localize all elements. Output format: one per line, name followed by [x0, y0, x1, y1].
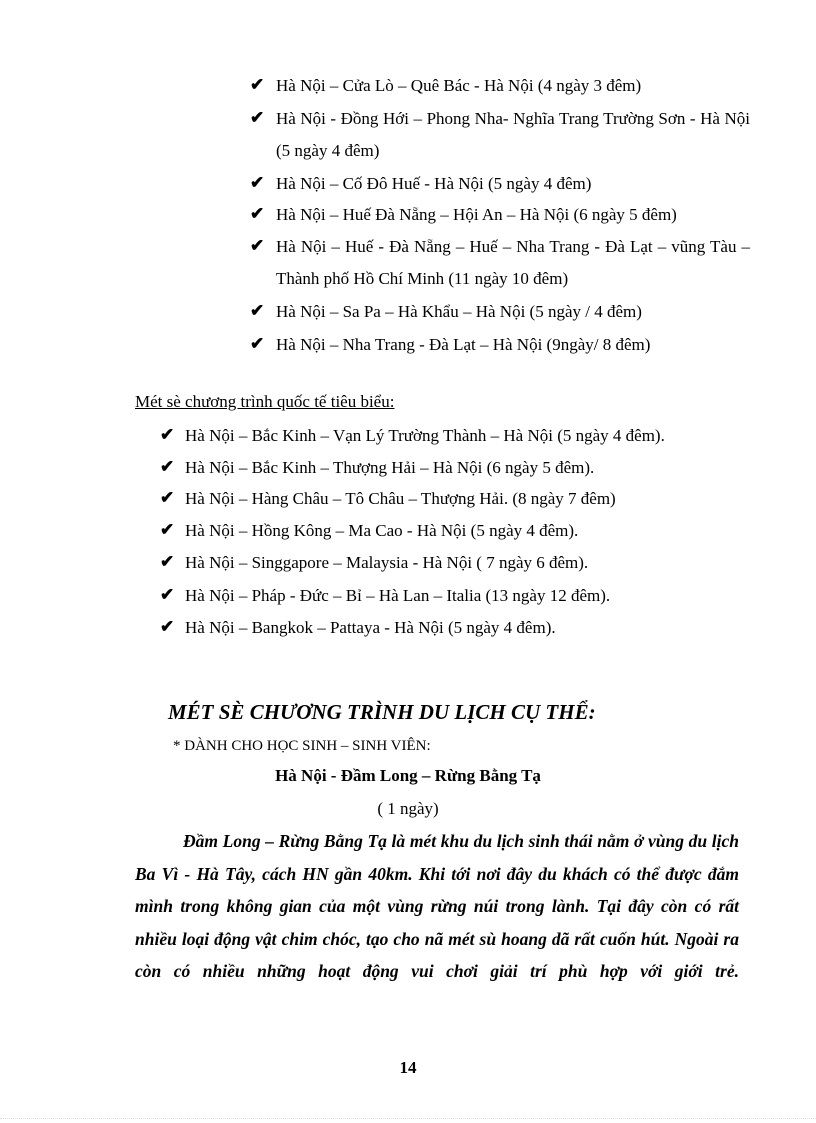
- list-item: ✔ Hà Nội – Nha Trang - Đà Lạt – Hà Nội (9ngày/ 8 đêm): [250, 334, 651, 354]
- section-title: MÉT SÈ CHƯƠNG TRÌNH DU LỊCH CỤ THỂ:: [168, 700, 596, 724]
- list-item: ✔ Hà Nội – Hồng Kông – Ma Cao - Hà Nội (5 ngày 4 đêm).: [160, 520, 579, 540]
- tour-description: [135, 825, 739, 988]
- list-item: ✔ Hà Nội – Bắc Kinh – Thượng Hải – Hà Nội (6 ngày 5 đêm).: [160, 457, 595, 477]
- list-item: ✔ Hà Nội – Sa Pa – Hà Khẩu – Hà Nội (5 ngày / 4 đêm): [250, 301, 642, 321]
- list-item: ✔ Hà Nội - Đồng Hới – Phong Nha- Nghĩa Trang Trường Sơn - Hà Nội (5 ngày 4 đêm): [250, 108, 750, 160]
- list-item: ✔ Hà Nội – Singgapore – Malaysia - Hà Nội ( 7 ngày 6 đêm).: [160, 552, 589, 572]
- list-item: ✔ Hà Nội – Pháp - Đức – Bỉ – Hà Lan – Italia (13 ngày 12 đêm).: [160, 585, 611, 605]
- international-heading: Mét sè chương trình quốc tế tiêu biểu:: [135, 392, 395, 411]
- list-item: ✔ Hà Nội – Cố Đô Huế - Hà Nội (5 ngày 4 đêm): [250, 173, 592, 193]
- description-paragraph: Đầm Long – Rừng Bằng Tạ là mét khu du lịch sinh thái nằm ở vùng du lịch Ba Vì - Hà Tây, cách HN gần 40km. Khi tới nơi đây du khách có thể được đắm mình trong không gian của một vùng rừng núi trong lành. Tại đây còn có rất nhiều loại động vật chim chóc, tạo cho nã mét sù hoang dã rất cuốn hút. Ngoài ra còn có nhiều những hoạt động vui chơi giải trí phù hợp với giới trẻ.: [135, 831, 739, 981]
- list-item: ✔ Hà Nội – Bangkok – Pattaya - Hà Nội (5 ngày 4 đêm).: [160, 617, 556, 637]
- list-item: ✔ Hà Nội – Cửa Lò – Quê Bác - Hà Nội (4 ngày 3 đêm): [250, 75, 642, 95]
- list-item: ✔ Hà Nội – Hàng Châu – Tô Châu – Thượng Hải. (8 ngày 7 đêm): [160, 488, 616, 508]
- page-number: 14: [399, 1058, 417, 1077]
- list-item: ✔ Hà Nội – Bắc Kinh – Vạn Lý Trường Thành – Hà Nội (5 ngày 4 đêm).: [160, 425, 665, 445]
- list-item: ✔ Hà Nội – Huế Đà Nẵng – Hội An – Hà Nội (6 ngày 5 đêm): [250, 204, 677, 224]
- tour-title: Hà Nội - Đầm Long – Rừng Bằng Tạ: [275, 766, 541, 785]
- tour-duration: ( 1 ngày): [377, 799, 439, 818]
- list-item: ✔ Hà Nội – Huế - Đà Nẵng – Huế – Nha Trang - Đà Lạt – vũng Tàu – Thành phố Hồ Chí Minh (11 ngày 10 đêm): [250, 236, 750, 288]
- page-bottom-divider: [0, 1118, 816, 1119]
- audience-label: * DÀNH CHO HỌC SINH – SINH VIÊN:: [173, 738, 431, 754]
